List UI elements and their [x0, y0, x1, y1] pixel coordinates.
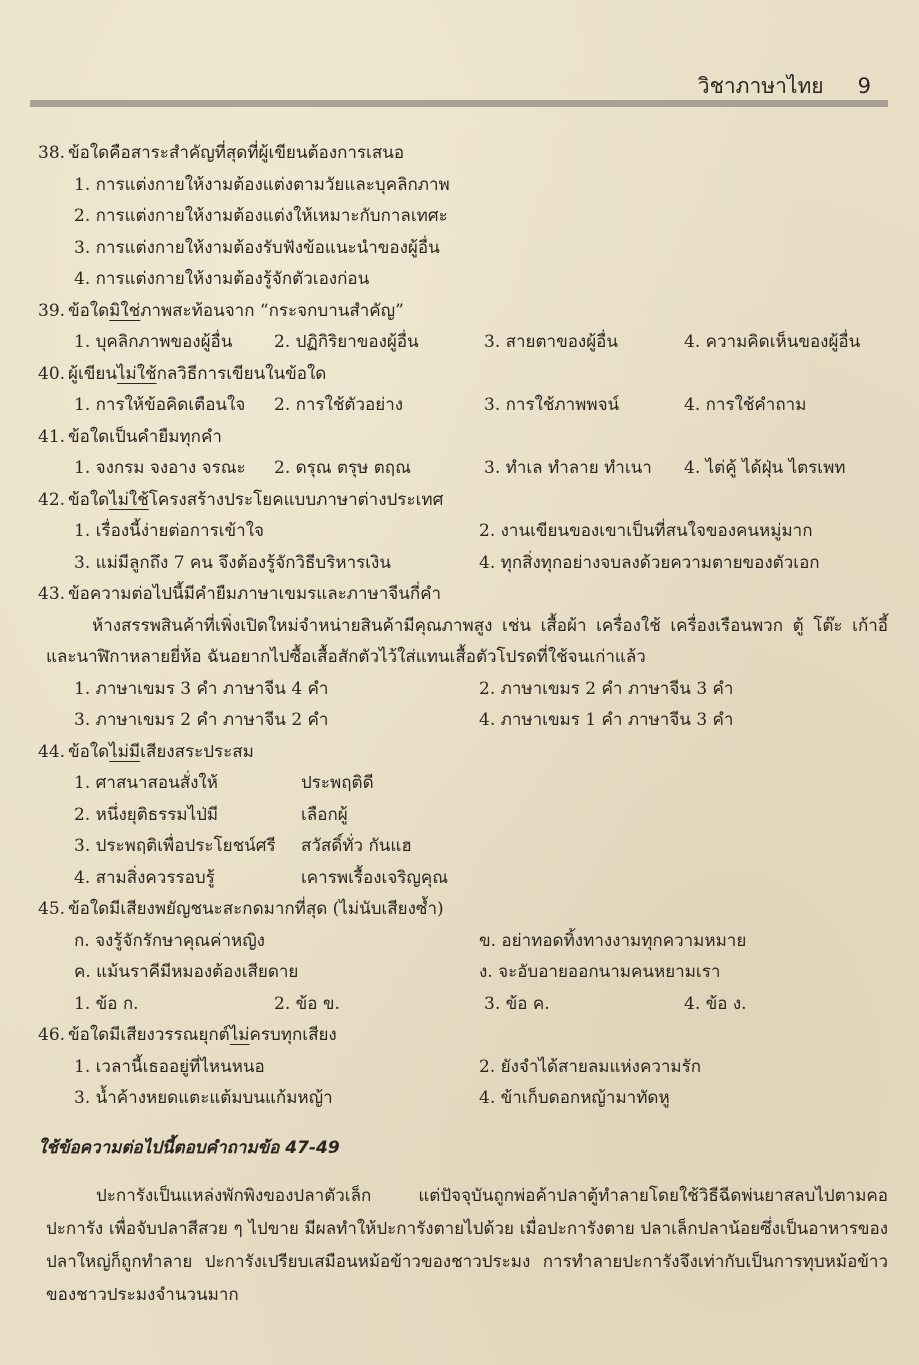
question-41	[38, 422, 888, 485]
poem-line-a: 1. ศาสนาสอนสั่งให้	[74, 773, 218, 793]
poem-line-b: เคารพเรื้องเจริญคุณ	[301, 867, 449, 888]
option: 2. ภาษาเขมร 2 คำ ภาษาจีน 3 คำ	[479, 678, 734, 699]
question-stem: ข้อความต่อไปนี้มีคำยืมภาษาเขมรและภาษาจีนกี่คำ	[68, 584, 442, 604]
option: 1. เวลานี้เธออยู่ที่ไหนหนอ	[74, 1056, 265, 1077]
question-stem: ข้อใดเป็นคำยืมทุกคำ	[68, 426, 222, 447]
subject-title: วิชาภาษาไทย	[697, 74, 824, 98]
question-stem: ข้อใดมิใช่ภาพสะท้อนจาก “กระจกบานสำคัญ”	[68, 300, 404, 321]
question-number: 39.	[38, 300, 66, 321]
option: 2. ข้อ ข.	[274, 993, 340, 1014]
question-46	[38, 1020, 888, 1115]
option: 3. ภาษาเขมร 2 คำ ภาษาจีน 2 คำ	[74, 710, 329, 730]
section-title: ใช้ข้อความต่อไปนี้ตอบคำถามข้อ 47-49	[38, 1137, 340, 1158]
option: 1. เรื่องนี้ง่ายต่อการเข้าใจ	[74, 521, 264, 541]
option: 2. ปฏิกิริยาของผู้อื่น	[274, 332, 419, 352]
poem-line-b: เลือกผู้	[301, 804, 348, 825]
option: 3. ข้อ ค.	[484, 993, 550, 1014]
question-stem: ข้อใดมีเสียงพยัญชนะสะกดมากที่สุด (ไม่นับเสียงซ้ำ)	[68, 899, 444, 919]
item: ข. อย่าทอดทิ้งทางงามทุกความหมาย	[479, 930, 747, 951]
option: 2. การแต่งกายให้งามต้องแต่งให้เหมาะกับกาลเทศะ	[74, 206, 448, 226]
option: 4. ข้อ ง.	[684, 993, 747, 1014]
option: 3. สายตาของผู้อื่น	[484, 332, 619, 352]
question-number: 42.	[38, 489, 66, 510]
exam-content	[38, 138, 888, 1312]
item: ก. จงรู้จักรักษาคุณค่าหญิง	[74, 930, 265, 951]
page-number: 9	[857, 74, 871, 98]
poem-line-b: ประพฤติดี	[301, 773, 374, 793]
option: 2. งานเขียนของเขาเป็นที่สนใจของคนหมู่มาก	[479, 521, 813, 541]
question-40	[38, 359, 888, 422]
question-44	[38, 737, 888, 895]
option: 3. การใช้ภาพพจน์	[484, 395, 620, 415]
poem-line-a: 3. ประพฤติเพื่อประโยชน์ศรี	[74, 836, 276, 856]
emphasis-underline: ไม่	[229, 1025, 250, 1045]
question-number: 46.	[38, 1025, 66, 1045]
emphasis-underline: ไม่ใช้	[116, 363, 157, 384]
emphasis-underline: ไม่ใช้	[109, 489, 149, 510]
option: 3. ทำเล ทำลาย ทำเนา	[484, 458, 652, 478]
option: 2. การใช้ตัวอย่าง	[274, 395, 404, 415]
question-stem: ข้อใดมีเสียงวรรณยุกต์ไม่ครบทุกเสียง	[68, 1025, 337, 1045]
option: 4. การใช้คำถาม	[684, 395, 807, 415]
question-43	[38, 579, 888, 737]
question-stem: ข้อใดไม่มีเสียงสระประสม	[68, 741, 254, 762]
option: 3. น้ำค้างหยดแตะแต้มบนแก้มหญ้า	[74, 1088, 333, 1108]
question-45	[38, 894, 888, 1020]
option: 1. จงกรม จงอาง จรณะ	[74, 458, 246, 478]
header-rule	[30, 100, 888, 107]
poem-line-a: 2. หนึ่งยุติธรรมไป่มี	[74, 804, 219, 825]
option: 2. ยังจำได้สายลมแห่งความรัก	[479, 1056, 702, 1077]
emphasis-underline: ไม่มี	[109, 741, 141, 762]
question-number: 41.	[38, 426, 66, 447]
question-number: 45.	[38, 899, 66, 919]
item: ง. จะอับอายออกนามคนหยามเรา	[479, 962, 721, 982]
question-number: 44.	[38, 741, 66, 762]
option: 1. การแต่งกายให้งามต้องแต่งตามวัยและบุคลิกภาพ	[74, 174, 450, 195]
question-stem: ข้อใดคือสาระสำคัญที่สุดที่ผู้เขียนต้องการเสนอ	[68, 143, 405, 163]
question-39	[38, 296, 888, 359]
poem-line-a: 4. สามสิ่งควรรอบรู้	[74, 867, 215, 888]
option: 4. ภาษาเขมร 1 คำ ภาษาจีน 3 คำ	[479, 710, 734, 730]
emphasis-underline: มิใช่	[109, 300, 141, 321]
option: 1. ข้อ ก.	[74, 993, 139, 1014]
option: 2. ดรุณ ตรุษ ตฤณ	[274, 458, 411, 478]
option: 4. ทุกสิ่งทุกอย่างจบลงด้วยความตายของตัวเอก	[479, 552, 820, 573]
question-number: 38.	[38, 143, 66, 163]
option: 4. ความคิดเห็นของผู้อื่น	[684, 332, 861, 352]
question-number: 40.	[38, 363, 66, 384]
option: 1. การให้ข้อคิดเตือนใจ	[74, 395, 246, 415]
option: 4. ไต่คู้ ได้ฝุ่น ไตรเพท	[684, 458, 846, 478]
question-stem: ข้อใดไม่ใช้โครงสร้างประโยคแบบภาษาต่างประเทศ	[68, 489, 444, 510]
option: 1. บุคลิกภาพของผู้อื่น	[74, 332, 233, 352]
question-38	[38, 138, 888, 296]
option: 4. ข้าเก็บดอกหญ้ามาทัดหู	[479, 1088, 670, 1108]
question-stem: ผู้เขียนไม่ใช้กลวิธีการเขียนในข้อใด	[68, 363, 327, 384]
question-passage: ห้างสรรพสินค้าที่เพิ่งเปิดใหม่จำหน่ายสินค้ามีคุณภาพสูง เช่น เสื้อผ้า เครื่องใช้ เครื่องเรือนพวก ตู้ โต๊ะ เก้าอี้ และนาฬิกาหลายยี่ห้อ ฉันอยากไปซื้อเสื้อสักตัวไว้ใส่แทนเสื้อตัวโปรดที่ใช้จนเก่าแล้ว	[46, 615, 888, 667]
item: ค. แม้นราคีมีหมองต้องเสียดาย	[74, 962, 299, 982]
page-header	[698, 70, 871, 103]
question-number: 43.	[38, 584, 66, 604]
section-passage: ปะการังเป็นแหล่งพักพิงของปลาตัวเล็ก แต่ปัจจุบันถูกพ่อค้าปลาตู้ทำลายโดยใช้วิธีฉีดพ่นยาสลบไปตามคอปะการัง เพื่อจับปลาสีสวย ๆ ไปขาย มีผลทำให้ปะการังตายไปด้วย เมื่อปะการังตาย ปลาเล็กปลาน้อยซึ่งเป็นอาหารของปลาใหญ่ก็ถูกทำลาย ปะการังเปรียบเสมือนหม้อข้าวของชาวประมง การทำลายปะการังจึงเท่ากับเป็นการทุบหม้อข้าวของชาวประมงจำนวนมาก	[46, 1186, 888, 1305]
option: 3. แม่มีลูกถึง 7 คน จึงต้องรู้จักวิธีบริหารเงิน	[74, 552, 391, 573]
question-42	[38, 485, 888, 580]
option: 1. ภาษาเขมร 3 คำ ภาษาจีน 4 คำ	[74, 678, 329, 699]
option: 4. การแต่งกายให้งามต้องรู้จักตัวเองก่อน	[74, 269, 370, 289]
poem-line-b: สวัสดิ์ทั่ว กันแฮ	[301, 836, 412, 856]
option: 3. การแต่งกายให้งามต้องรับฟังข้อแนะนำของผู้อื่น	[74, 237, 440, 258]
